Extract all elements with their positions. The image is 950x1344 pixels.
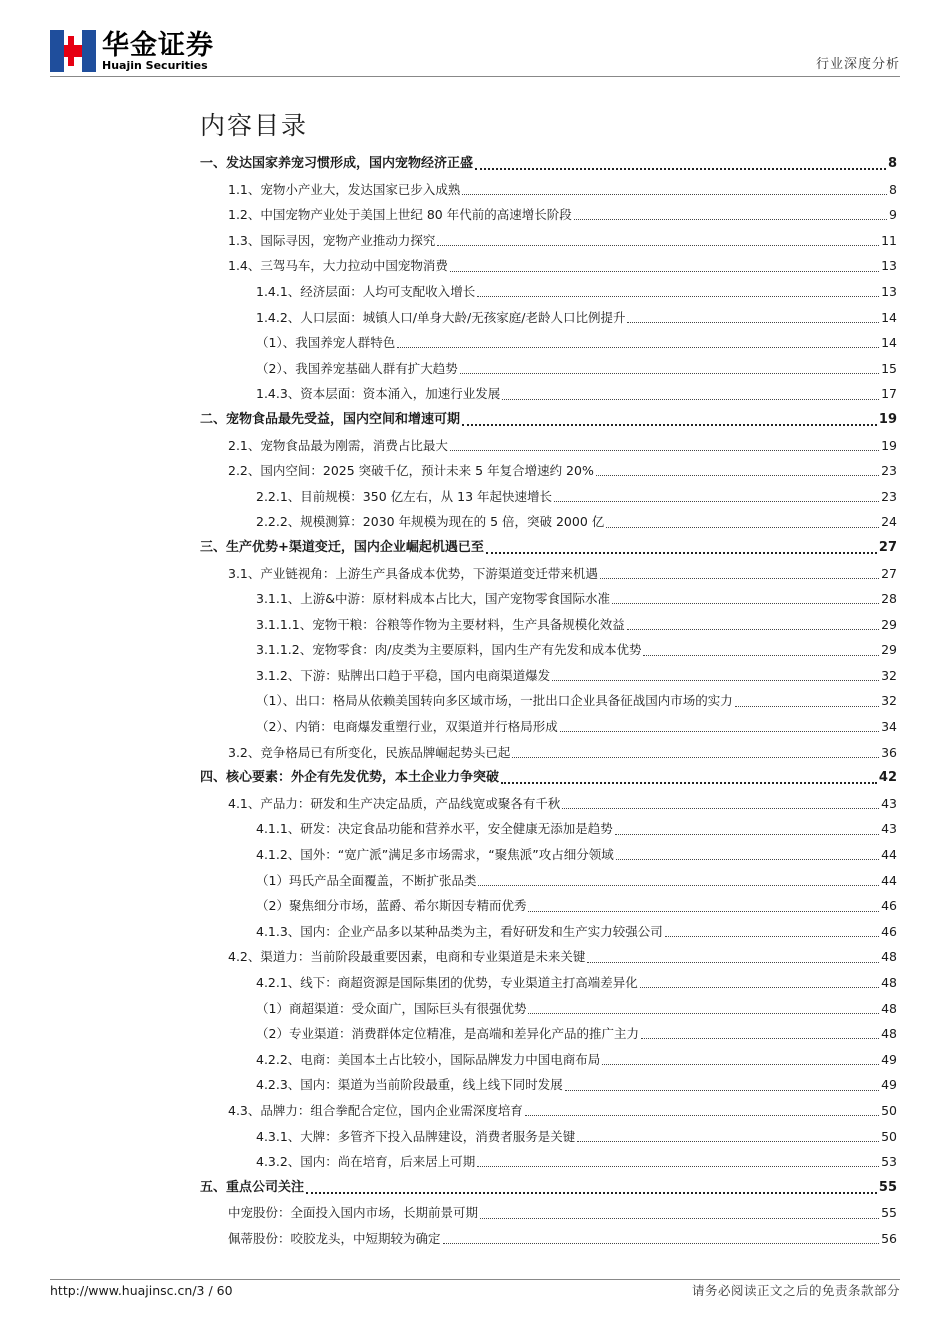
toc-entry-page: 50	[881, 1128, 897, 1144]
toc-entry[interactable]	[200, 586, 897, 612]
toc-entry-title: （2）专业渠道：消费群体定位精准，是高端和差异化产品的推广主力	[256, 1026, 639, 1042]
toc-entry[interactable]	[200, 688, 897, 714]
toc-leader-dots	[478, 885, 879, 886]
toc-entry-title: 4.3.1、大牌：多管齐下投入品牌建设，消费者服务是关键	[256, 1128, 576, 1144]
toc-entry[interactable]	[200, 279, 897, 305]
toc-entry[interactable]	[200, 996, 897, 1022]
toc-entry[interactable]	[200, 151, 897, 177]
toc-entry-title: （1）、出口：格局从依赖美国转向多区域市场，一批出口企业具备征战国内市场的实力	[256, 693, 733, 709]
toc-entry-title: 三、生产优势+渠道变迁，国内企业崛起机遇已至	[200, 539, 484, 555]
toc-leader-dots	[477, 1166, 879, 1167]
toc-entry-page: 36	[881, 744, 897, 760]
toc-entry-title: （2）聚焦细分市场，蓝爵、希尔斯因专精而优秀	[256, 898, 527, 914]
toc-entry-page: 55	[878, 1179, 897, 1195]
toc-entry-page: 23	[881, 463, 897, 479]
toc-entry-page: 43	[881, 795, 897, 811]
toc-leader-dots	[552, 680, 879, 681]
toc-entry-page: 48	[881, 949, 897, 965]
toc-entry-page: 49	[881, 1077, 897, 1093]
toc-leader-dots	[612, 603, 879, 604]
toc-entry[interactable]	[200, 1072, 897, 1098]
toc-entry-page: 56	[881, 1230, 897, 1246]
toc-entry[interactable]	[200, 484, 897, 510]
toc-leader-dots	[462, 194, 887, 195]
toc-leader-dots	[600, 578, 879, 579]
toc-entry-page: 27	[878, 539, 897, 555]
footer-divider	[50, 1279, 900, 1280]
toc-entry[interactable]	[200, 1021, 897, 1047]
toc-entry[interactable]	[200, 305, 897, 331]
toc-leader-dots	[596, 475, 879, 476]
huajin-logo-mark-icon	[50, 30, 96, 72]
toc-leader-dots	[528, 1013, 879, 1014]
toc-leader-dots	[450, 271, 879, 272]
toc-entry-page: 14	[881, 335, 897, 351]
toc-entry[interactable]	[200, 433, 897, 459]
toc-entry[interactable]	[200, 868, 897, 894]
toc-entry-title: 3.1、产业链视角：上游生产具备成本优势，下游渠道变迁带来机遇	[228, 565, 598, 581]
toc-leader-dots	[397, 347, 879, 348]
toc-entry[interactable]	[200, 740, 897, 766]
toc-entry-title: 2.2、国内空间：2025 突破千亿，预计未来 5 年复合增速约 20%	[228, 463, 594, 479]
toc-entry-page: 50	[881, 1102, 897, 1118]
toc-leader-dots	[501, 782, 877, 784]
toc-entry-page: 13	[881, 258, 897, 274]
toc-entry-title: 中宠股份：全面投入国内市场，长期前景可期	[228, 1205, 479, 1221]
toc-entry-title: 4.1.2、国外：“宽广派”满足多市场需求，“聚焦派”攻占细分领域	[256, 847, 614, 863]
toc-leader-dots	[643, 655, 879, 656]
toc-entry-title: 佩蒂股份：咬胶龙头，中短期较为确定	[228, 1230, 441, 1246]
toc-entry-title: （2）、我国养宠基础人群有扩大趋势	[256, 360, 458, 376]
toc-leader-dots	[615, 834, 879, 835]
toc-entry-page: 8	[889, 181, 897, 197]
report-type-label: 行业深度分析	[815, 57, 900, 72]
toc-entry-title: 1.4.3、资本层面：资本涌入，加速行业发展	[256, 386, 501, 402]
toc-entry-page: 29	[881, 642, 897, 658]
toc-entry-page: 44	[881, 847, 897, 863]
toc-entry-title: 1.1、宠物小产业大，发达国家已步入成熟	[228, 181, 461, 197]
toc-entry[interactable]	[200, 944, 897, 970]
toc-leader-dots	[560, 731, 879, 732]
toc-entry-title: 1.4、三驾马车，大力拉动中国宠物消费	[228, 258, 448, 274]
toc-leader-dots	[528, 911, 879, 912]
toc-entry-title: 1.2、中国宠物产业处于美国上世纪 80 年代前的高速增长阶段	[228, 207, 572, 223]
toc-entry-page: 28	[881, 591, 897, 607]
toc-entry-title: 3.1.1.1、宠物干粮：谷粮等作物为主要材料，生产具备规模化效益	[256, 616, 625, 632]
huajin-logo	[50, 30, 250, 74]
toc-leader-dots	[640, 987, 879, 988]
toc-entry[interactable]	[200, 228, 897, 254]
toc-leader-dots	[525, 1115, 879, 1116]
toc-leader-dots	[443, 1243, 880, 1244]
page-header	[50, 30, 900, 76]
toc-entry-title: 4.2.2、电商：美国本土占比较小，国际品牌发力中国电商布局	[256, 1051, 601, 1067]
toc-entry-page: 9	[889, 207, 897, 223]
toc-entry-page: 24	[881, 514, 897, 530]
toc-entry-title: 3.1.1、上游&中游：原材料成本占比大，国产宠物零食国际水准	[256, 591, 611, 607]
toc-entry[interactable]	[200, 356, 897, 382]
toc-entry[interactable]	[200, 1175, 897, 1201]
toc-leader-dots	[574, 219, 887, 220]
toc-leader-dots	[462, 424, 877, 426]
toc-entry[interactable]	[200, 535, 897, 561]
toc-entry-page: 14	[881, 309, 897, 325]
header-divider	[50, 76, 900, 77]
toc-leader-dots	[665, 936, 879, 937]
toc-leader-dots	[562, 808, 879, 809]
toc-entry-page: 34	[881, 719, 897, 735]
toc-leader-dots	[460, 373, 879, 374]
toc-entry[interactable]	[200, 407, 897, 433]
footer-url-page[interactable]: http://www.huajinsc.cn/3 / 60	[50, 1283, 233, 1298]
toc-entry-title: （1）、我国养宠人群特色	[256, 335, 396, 351]
toc-leader-dots	[735, 706, 879, 707]
toc-leader-dots	[565, 1090, 879, 1091]
toc-entry[interactable]	[200, 1098, 897, 1124]
toc-leader-dots	[554, 501, 879, 502]
toc-entry-title: 4.3.2、国内：尚在培育，后来居上可期	[256, 1154, 476, 1170]
toc-entry-title: 2.2.1、目前规模：350 亿左右，从 13 年起快速增长	[256, 488, 552, 504]
toc-leader-dots	[450, 450, 879, 451]
toc-entry[interactable]	[200, 509, 897, 535]
toc-leader-dots	[437, 245, 879, 246]
toc-leader-dots	[502, 399, 879, 400]
toc-leader-dots	[606, 527, 879, 528]
toc-entry[interactable]	[200, 458, 897, 484]
toc-leader-dots	[306, 1192, 877, 1194]
toc-entry-page: 55	[881, 1205, 897, 1221]
toc-entry-page: 8	[887, 156, 897, 171]
toc-entry[interactable]	[200, 842, 897, 868]
toc-entry-page: 32	[881, 667, 897, 683]
toc-entry[interactable]	[200, 1047, 897, 1073]
toc-entry-page: 49	[881, 1051, 897, 1067]
toc-entry-page: 43	[881, 821, 897, 837]
toc-leader-dots	[616, 859, 879, 860]
toc-entry[interactable]	[200, 1149, 897, 1175]
logo-english-name: Huajin Securities	[102, 59, 208, 72]
toc-entry[interactable]	[200, 1200, 897, 1226]
toc-entry[interactable]	[200, 253, 897, 279]
toc-leader-dots	[602, 1064, 879, 1065]
toc-entry-page: 19	[878, 411, 897, 427]
toc-entry[interactable]	[200, 1124, 897, 1150]
toc-entry[interactable]	[200, 765, 897, 791]
toc-entry-page: 11	[881, 232, 897, 248]
toc-entry-title: 五、重点公司关注	[200, 1179, 305, 1195]
toc-entry-title: 4.1.3、国内：企业产品多以某种品类为主，看好研发和生产实力较强公司	[256, 923, 663, 939]
toc-leader-dots	[475, 168, 886, 170]
toc-entry-title: （2）、内销：电商爆发重塑行业，双渠道并行格局形成	[256, 719, 558, 735]
toc-entry-title: 3.1.2、下游：贴牌出口趋于平稳，国内电商渠道爆发	[256, 667, 551, 683]
toc-entry[interactable]	[200, 816, 897, 842]
toc-entry-title: 3.2、竞争格局已有所变化，民族品牌崛起势头已起	[228, 744, 511, 760]
toc-entry-title: 四、核心要素：外企有先发优势，本土企业力争突破	[200, 770, 500, 786]
toc-leader-dots	[587, 962, 879, 963]
footer-disclaimer: 请务必阅读正文之后的免责条款部分	[691, 1283, 900, 1298]
toc-entry-page: 48	[881, 975, 897, 990]
toc-entry[interactable]	[200, 202, 897, 228]
toc-entry-page: 44	[881, 872, 897, 888]
toc-entry[interactable]	[200, 330, 897, 356]
toc-title: 内容目录	[200, 111, 309, 140]
toc-leader-dots	[577, 1141, 879, 1142]
toc-entry-page: 23	[881, 488, 897, 504]
toc-entry-title: 1.4.1、经济层面：人均可支配收入增长	[256, 283, 476, 299]
toc-leader-dots	[480, 1218, 879, 1219]
toc-entry[interactable]	[200, 177, 897, 203]
toc-entry-page: 19	[881, 437, 897, 453]
toc-entry-title: 3.1.1.2、宠物零食：肉/皮类为主要原料，国内生产有先发和成本优势	[256, 642, 642, 658]
toc-entry-page: 29	[881, 616, 897, 632]
toc-entry[interactable]	[200, 893, 897, 919]
toc-entry-page: 17	[881, 386, 897, 402]
toc-entry-page: 42	[878, 770, 897, 786]
toc-entry[interactable]	[200, 637, 897, 663]
toc-entry-page: 46	[881, 898, 897, 914]
toc-leader-dots	[641, 1038, 879, 1039]
toc-entry-title: 4.1、产品力：研发和生产决定品质，产品线宽或聚各有千秋	[228, 795, 561, 811]
toc-entry-title: 4.1.1、研发：决定食品功能和营养水平，安全健康无添加是趋势	[256, 821, 613, 837]
toc-entry-title: （1）商超渠道：受众面广，国际巨头有很强优势	[256, 1000, 527, 1016]
toc-entry-title: 二、宠物食品最先受益，国内空间和增速可期	[200, 411, 461, 427]
toc-entry-title: 1.4.2、人口层面：城镇人口/单身大龄/无孩家庭/老龄人口比例提升	[256, 309, 626, 325]
toc-entry-page: 48	[881, 1000, 897, 1016]
toc-leader-dots	[486, 552, 877, 554]
toc-entry-title: 4.2.1、线下：商超资源是国际集团的优势，专业渠道主打高端差异化	[256, 975, 638, 990]
logo-chinese-name: 华金证券	[102, 30, 214, 61]
toc-entry[interactable]	[200, 612, 897, 638]
toc-entry-title: 2.2.2、规模测算：2030 年规模为现在的 5 倍，突破 2000 亿	[256, 514, 605, 530]
toc-entry[interactable]	[200, 919, 897, 945]
toc-entry-title: （1）玛氏产品全面覆盖，不断扩张品类	[256, 872, 477, 888]
toc-entry-title: 一、发达国家养宠习惯形成，国内宠物经济正盛	[200, 156, 474, 171]
toc-entry[interactable]	[200, 663, 897, 689]
toc-leader-dots	[477, 296, 879, 297]
toc-leader-dots	[627, 322, 879, 323]
toc-entry-title: 1.3、国际寻因，宠物产业推动力探究	[228, 232, 436, 248]
toc-entry-title: 2.1、宠物食品最为刚需，消费占比最大	[228, 437, 448, 453]
table-of-contents	[200, 151, 897, 1252]
toc-leader-dots	[512, 757, 879, 758]
toc-entry-page: 48	[881, 1026, 897, 1042]
toc-entry-page: 27	[881, 565, 897, 581]
toc-entry[interactable]	[200, 381, 897, 407]
toc-entry[interactable]	[200, 561, 897, 587]
toc-entry[interactable]	[200, 970, 897, 996]
toc-entry-page: 15	[881, 360, 897, 376]
toc-entry-title: 4.3、品牌力：组合拳配合定位，国内企业需深度培育	[228, 1102, 523, 1118]
toc-entry-page: 13	[881, 283, 897, 299]
toc-entry[interactable]	[200, 714, 897, 740]
toc-entry-page: 32	[881, 693, 897, 709]
toc-entry-title: 4.2、渠道力：当前阶段最重要因素，电商和专业渠道是未来关键	[228, 949, 586, 965]
toc-entry-page: 53	[881, 1154, 897, 1170]
toc-entry-title: 4.2.3、国内：渠道为当前阶段最重，线上线下同时发展	[256, 1077, 563, 1093]
toc-entry[interactable]	[200, 791, 897, 817]
toc-entry-page: 46	[881, 923, 897, 939]
toc-leader-dots	[627, 629, 879, 630]
toc-entry[interactable]	[200, 1226, 897, 1252]
